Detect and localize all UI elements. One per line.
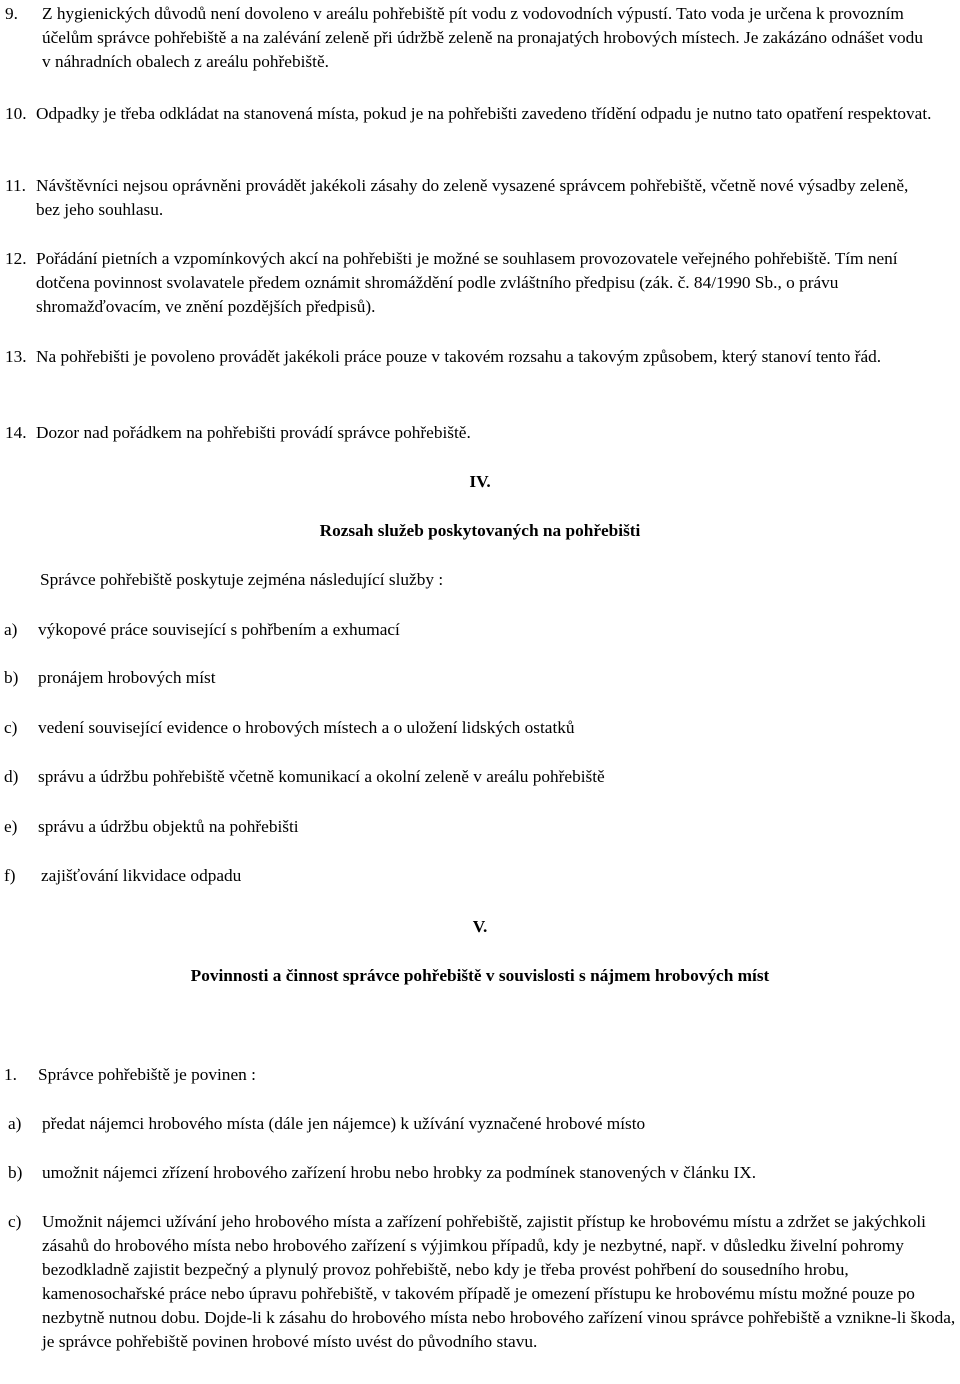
paragraph-14 bbox=[5, 421, 935, 445]
service-item-b bbox=[4, 666, 934, 690]
list-text: pronájem hrobových míst bbox=[38, 668, 216, 687]
duty-item-a bbox=[8, 1112, 938, 1136]
list-text: správu a údržbu pohřebiště včetně komunikací a okolní zeleně v areálu pohřebiště bbox=[38, 767, 605, 786]
list-text: správu a údržbu objektů na pohřebišti bbox=[38, 817, 299, 836]
paragraph-number: 12. bbox=[5, 249, 27, 268]
paragraph-number: 9. bbox=[5, 4, 18, 23]
paragraph-text: Dozor nad pořádkem na pohřebišti provádí správce pohřebiště. bbox=[36, 423, 471, 442]
paragraph-13 bbox=[5, 345, 935, 369]
list-text: Umožnit nájemci užívání jeho hrobového místa a zařízení pohřebiště, zajistit přístup ke hrobovému místu a zdržet se jakýchkoli zásahů do hrobového místa nebo hrobového zařízení s výjimkou případů, kdy je nezbytné, např. v důsledku živelní pohromy bezodkladně zajistit bezpečný a plynulý provoz pohřebiště, nebo kdy je třeba provést pohřbení do sousedního hrobu, kamenosochařské práce nebo úpravu pohřebiště, v takovém případě je omezení přístupu ke hrobovému místu možné pouze po nezbytně nutnou dobu. Dojde-li k zásahu do hrobového místa nebo hrobového zařízení vinou správce pohřebiště a vznikne-li škoda, je správce pohřebiště povinen hrobové místo uvést do původního stavu. bbox=[42, 1212, 956, 1351]
paragraph-text: Návštěvníci nejsou oprávněni provádět jakékoli zásahy do zeleně vysazené správcem pohřebiště, včetně nové výsadby zeleně, bez jeho souhlasu. bbox=[36, 176, 909, 219]
list-label: f) bbox=[4, 866, 16, 885]
list-text: vedení související evidence o hrobových místech a o uložení lidských ostatků bbox=[38, 718, 575, 737]
list-label: a) bbox=[8, 1114, 22, 1133]
paragraph-number: 13. bbox=[5, 347, 27, 366]
section-5-title: Povinnosti a činnost správce pohřebiště v souvislosti s nájmem hrobových míst bbox=[190, 966, 770, 985]
intro-number: 1. bbox=[4, 1065, 17, 1084]
list-label: b) bbox=[4, 668, 19, 687]
paragraph-text: Pořádání pietních a vzpomínkových akcí na pohřebišti je možné se souhlasem provozovatele veřejného pohřebiště. Tím není dotčena povinnost svolavatele předem oznámit shromáždění podle zvláštního předpisu (zák. č. 84/1990 Sb., o právu shromažďovacím, ve znění pozdějších předpisů). bbox=[36, 249, 898, 316]
paragraph-10 bbox=[5, 102, 935, 126]
intro-text: Správce pohřebiště je povinen : bbox=[38, 1065, 256, 1084]
paragraph-number: 11. bbox=[5, 176, 26, 195]
section-5-numeral: V. bbox=[472, 917, 488, 936]
service-item-c bbox=[4, 716, 934, 740]
list-text: výkopové práce související s pohřbením a exhumací bbox=[38, 620, 400, 639]
section-4-intro: Správce pohřebiště poskytuje zejména následující služby : bbox=[40, 570, 444, 589]
service-item-d bbox=[4, 765, 934, 789]
list-label: a) bbox=[4, 620, 18, 639]
service-item-a bbox=[4, 618, 934, 642]
paragraph-text: Z hygienických důvodů není dovoleno v areálu pohřebiště pít vodu z vodovodních výpustí. Tato voda je určena k provozním účelům správce pohřebiště a na zalévání zeleně při údržbě zeleně na pronajatých hrobových místech. Je zakázáno odnášet vodu v náhradních obalech z areálu pohřebiště. bbox=[42, 4, 923, 71]
service-item-e bbox=[4, 815, 934, 839]
list-label: d) bbox=[4, 767, 19, 786]
paragraph-number: 10. bbox=[5, 104, 27, 123]
paragraph-number: 14. bbox=[5, 423, 27, 442]
section-5-intro bbox=[4, 1063, 934, 1087]
list-label: b) bbox=[8, 1163, 23, 1182]
duty-item-c bbox=[8, 1210, 960, 1354]
service-item-f bbox=[4, 864, 934, 888]
paragraph-11 bbox=[5, 174, 935, 222]
list-text: umožnit nájemci zřízení hrobového zařízení hrobu nebo hrobky za podmínek stanovených v článku IX. bbox=[42, 1163, 757, 1182]
list-label: c) bbox=[4, 718, 18, 737]
paragraph-text: Odpadky je třeba odkládat na stanovená místa, pokud je na pohřebišti zavedeno třídění odpadu je nutno tato opatření respektovat. bbox=[36, 104, 932, 123]
section-4-numeral: IV. bbox=[469, 472, 491, 491]
list-text: předat nájemci hrobového místa (dále jen nájemce) k užívání vyznačené hrobové místo bbox=[42, 1114, 646, 1133]
paragraph-12 bbox=[5, 247, 935, 319]
list-text: zajišťování likvidace odpadu bbox=[41, 866, 242, 885]
list-label: e) bbox=[4, 817, 18, 836]
list-label: c) bbox=[8, 1212, 22, 1231]
section-4-title: Rozsah služeb poskytovaných na pohřebišti bbox=[319, 521, 641, 540]
paragraph-text: Na pohřebišti je povoleno provádět jakékoli práce pouze v takovém rozsahu a takovým způsobem, který stanoví tento řád. bbox=[36, 347, 882, 366]
paragraph-9 bbox=[5, 2, 935, 74]
duty-item-b bbox=[8, 1161, 938, 1185]
